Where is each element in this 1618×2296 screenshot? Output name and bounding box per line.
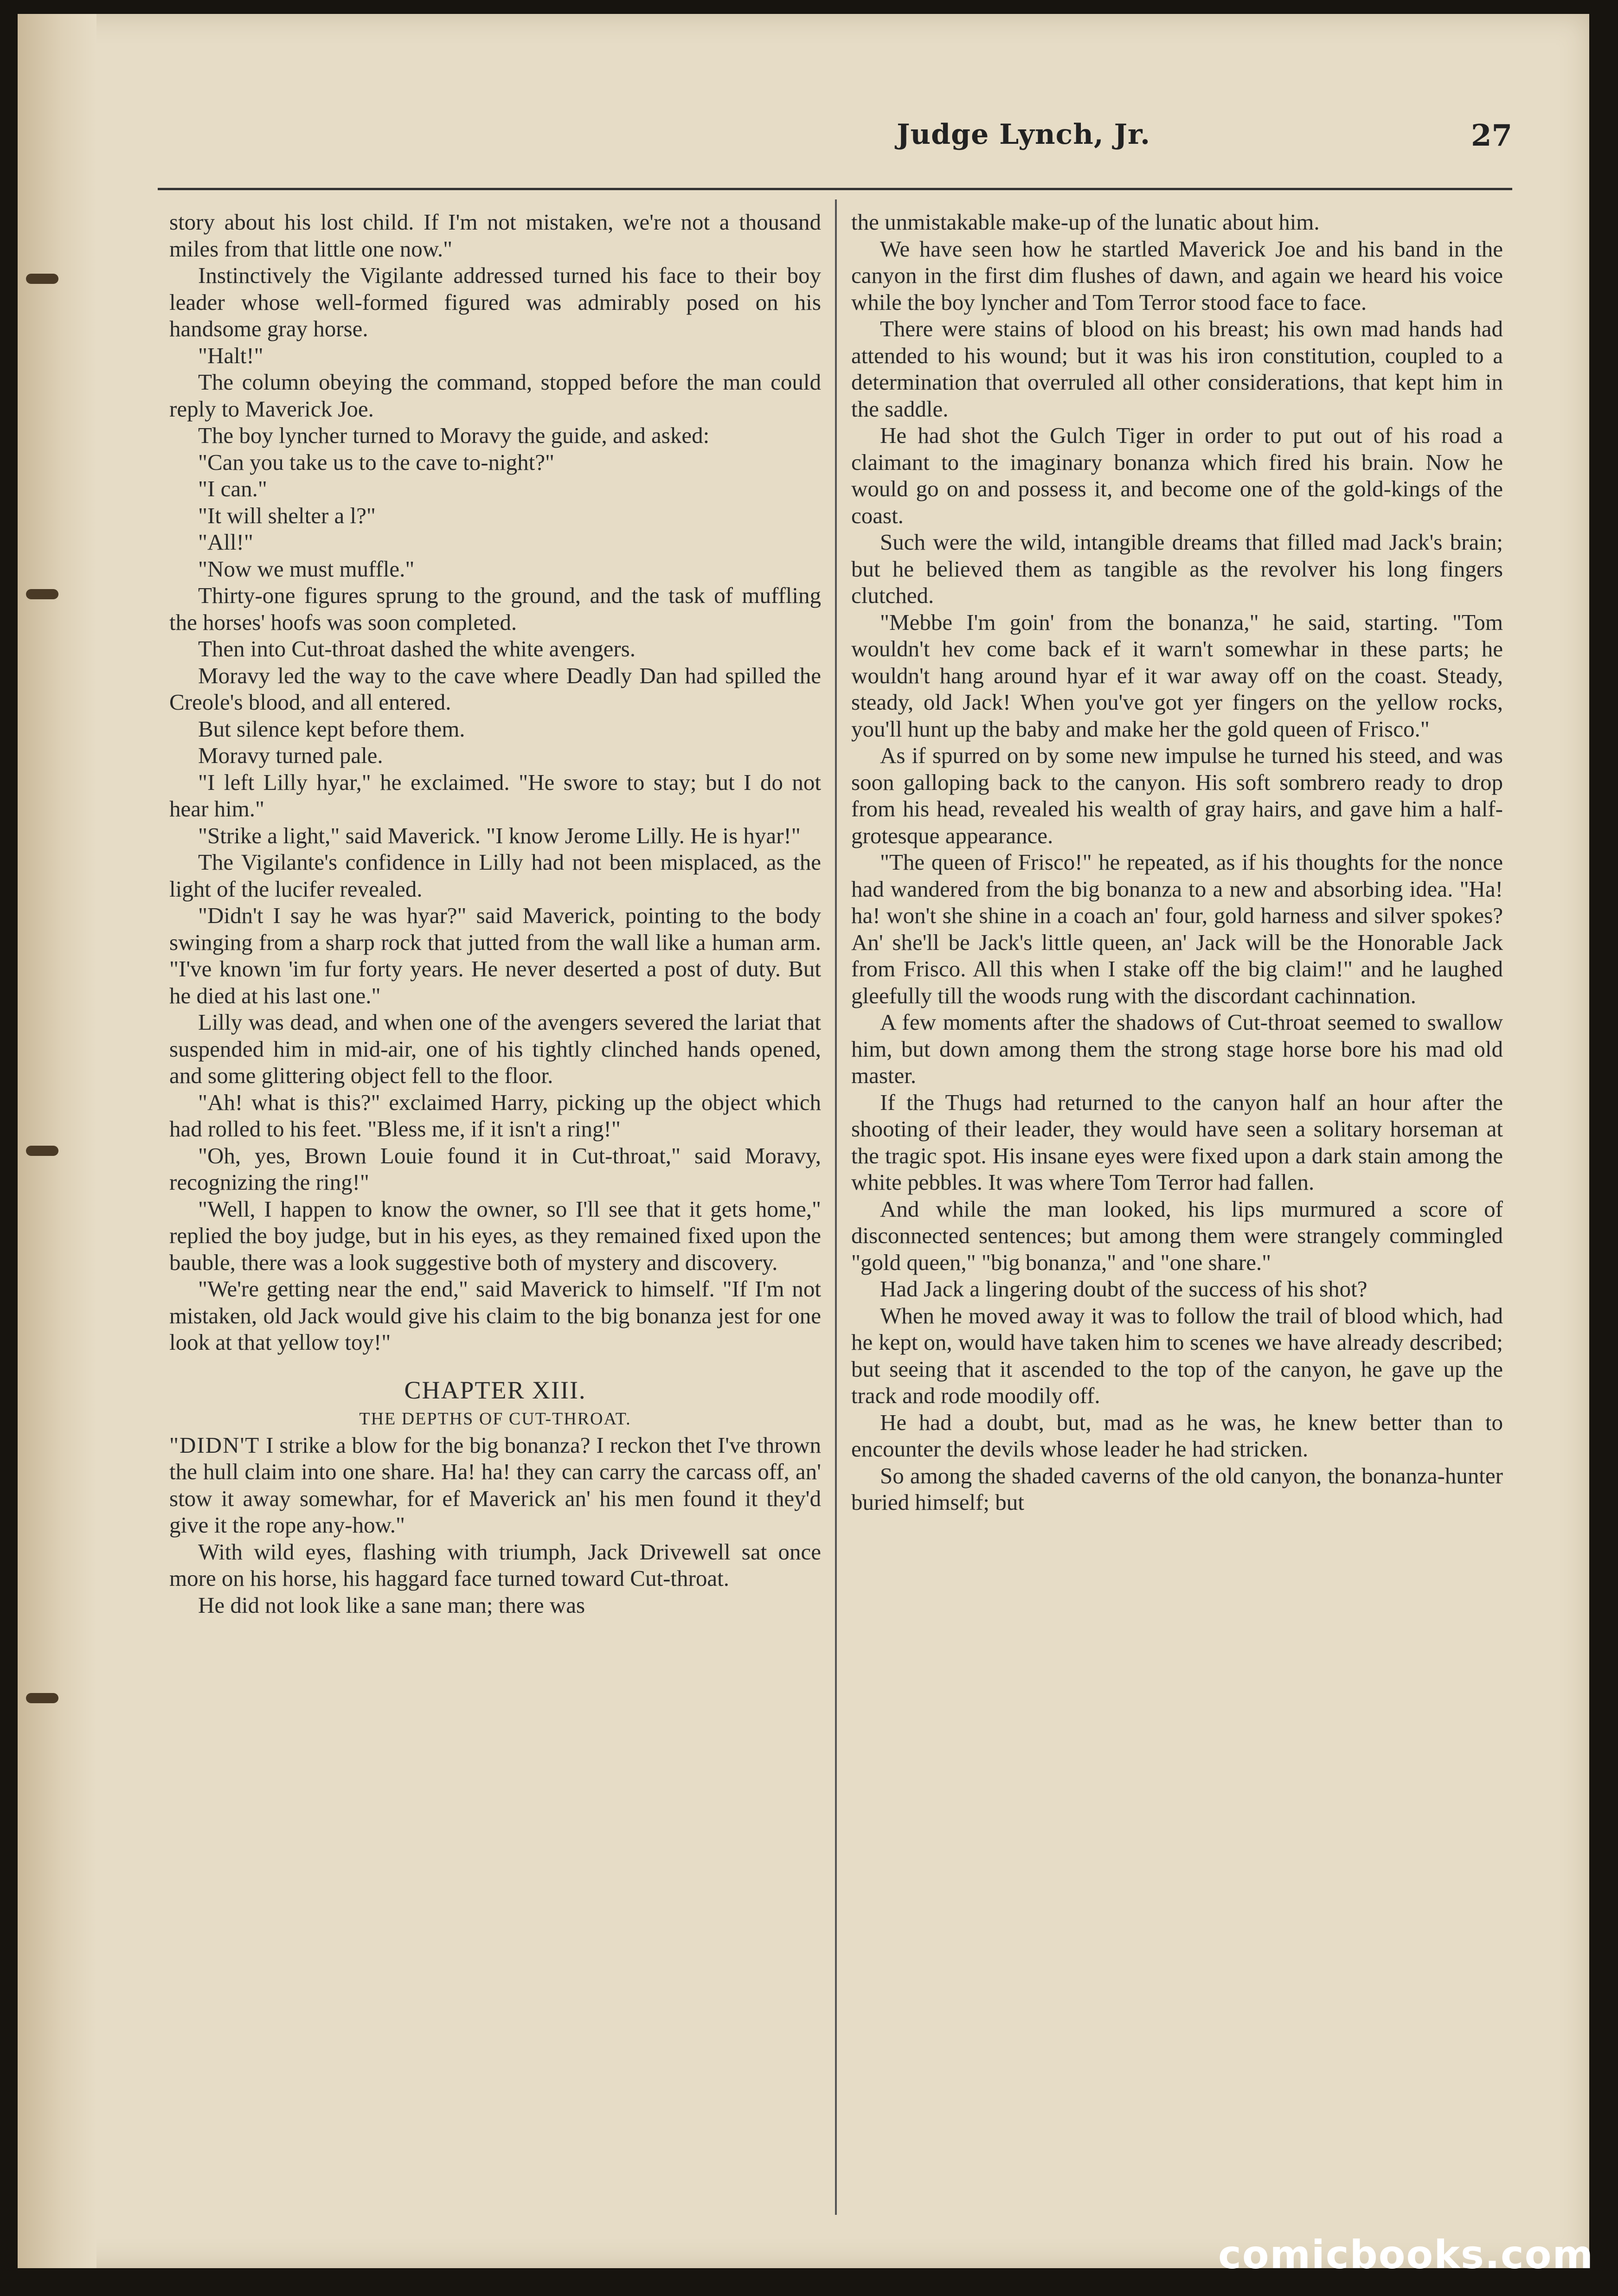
paragraph: "Didn't I say he was hyar?" said Maverick, pointing to the body swinging from a sharp rock that jutted from the wall like a human arm. "I've known 'im fur forty years. He never deserted a post of duty. But he died at his last one." — [169, 903, 821, 1008]
chapter-opening-paragraph — [169, 1432, 821, 1539]
paragraph: "It will shelter a l?" — [198, 502, 376, 528]
paragraph: The boy lyncher turned to Moravy the guide, and asked: — [198, 423, 710, 448]
paragraph: "All!" — [198, 529, 253, 555]
paragraph: He had shot the Gulch Tiger in order to put out of his road a claimant to the imaginary bonanza which fired his brain. Now he would go on and possess it, and become one of the gold-kings of the coast. — [851, 423, 1503, 528]
paragraph: He had a doubt, but, mad as he was, he knew better than to encounter the devils whose leader he had stricken. — [851, 1409, 1503, 1462]
paragraph: We have seen how he startled Maverick Joe and his band in the canyon in the first dim flushes of dawn, and again we heard his voice while the boy lyncher and Tom Terror stood face to face. — [851, 236, 1503, 315]
binding-stitch — [26, 589, 58, 599]
paragraph: The column obeying the command, stopped before the man could reply to Maverick Joe. — [169, 369, 821, 422]
paragraph: "Oh, yes, Brown Louie found it in Cut-throat," said Moravy, recognizing the ring!" — [169, 1142, 821, 1195]
paragraph: He did not look like a sane man; there was — [198, 1592, 585, 1618]
paragraph: "Now we must muffle." — [198, 556, 415, 582]
paragraph: Had Jack a lingering doubt of the success of his shot? — [880, 1276, 1368, 1302]
paragraph: There were stains of blood on his breast; his own mad hands had attended to his wound; but it was his iron constitution, coupled to a determination that overruled all other considerations, that kept him in the saddle. — [851, 316, 1503, 422]
binding-stitch — [26, 1693, 58, 1703]
paragraph: The Vigilante's confidence in Lilly had not been misplaced, as the light of the lucifer revealed. — [169, 849, 821, 902]
paragraph: "The queen of Frisco!" he repeated, as if his thoughts for the nonce had wandered from the big bonanza to a new and absorbing idea. "Ha! ha! won't she shine in a coach an' four, gold harness and silver spokes? An' she'll be Jack's little queen, an' Jack will be the Honorable Jack from Frisco. All this when I stake off the big claim!" and he laughed gleefully till the woods rung with the discordant cachinnation. — [851, 849, 1503, 1008]
chapter-subtitle: THE DEPTHS OF CUT-THROAT. — [359, 1409, 631, 1429]
binding-stitch — [26, 1146, 58, 1156]
paragraph: With wild eyes, flashing with triumph, Jack Drivewell sat once more on his horse, his haggard face turned toward Cut-throat. — [169, 1539, 821, 1591]
paragraph: the unmistakable make-up of the lunatic about him. — [851, 209, 1320, 235]
running-title: Judge Lynch, Jr. — [897, 118, 1150, 151]
paragraph: Lilly was dead, and when one of the avengers severed the lariat that suspended him in mid-air, one of his tightly clinched hands opened, and some glittering object fell to the floor. — [169, 1009, 821, 1088]
page-number: 27 — [1470, 118, 1512, 153]
paragraph: "I left Lilly hyar," he exclaimed. "He swore to stay; but I do not hear him." — [169, 769, 821, 821]
paragraph: "Well, I happen to know the owner, so I'll see that it gets home," replied the boy judge, but in his eyes, as they remained fixed upon the bauble, there was a look suggestive both of mystery and discovery. — [169, 1196, 821, 1275]
paragraph: Moravy turned pale. — [198, 743, 383, 768]
opening-text: I strike a blow for the big bonanza? I reckon thet I've thrown the hull claim into one share. Ha! ha! they can carry the carcass off, an' stow it away somewhar, for ef Maverick an' his men found it they'd give it the rope any-how." — [169, 1432, 821, 1538]
paragraph: "Can you take us to the cave to-night?" — [198, 449, 554, 475]
binding-stitch — [26, 274, 58, 284]
header-rule — [158, 188, 1512, 190]
paragraph: "Strike a light," said Maverick. "I know Jerome Lilly. He is hyar!" — [198, 822, 801, 848]
watermark: comicbooks.com — [1218, 2232, 1594, 2277]
column-divider — [835, 199, 837, 2215]
paragraph: "I can." — [198, 476, 267, 501]
paragraph: Thirty-one figures sprung to the ground, and the task of muffling the horses' hoofs was soon completed. — [169, 583, 821, 635]
small-caps-opening: "DIDN'T — [169, 1432, 260, 1458]
paragraph: Instinctively the Vigilante addressed turned his face to their boy leader whose well-formed figured was admirably posed on his handsome gray horse. — [169, 263, 821, 341]
chapter-heading: CHAPTER XIII. — [404, 1376, 586, 1404]
paragraph: story about his lost child. If I'm not mistaken, we're not a thousand miles from that little one now." — [169, 209, 821, 262]
paragraph: But silence kept before them. — [198, 716, 465, 742]
paragraph: "We're getting near the end," said Maverick to himself. "If I'm not mistaken, old Jack would give his claim to the big bonanza jest for one look at that yellow toy!" — [169, 1276, 821, 1355]
paragraph: A few moments after the shadows of Cut-throat seemed to swallow him, but down among them the strong stage horse bore his mad old master. — [851, 1009, 1503, 1088]
paragraph: And while the man looked, his lips murmured a score of disconnected sentences; but among them were strangely commingled "gold queen," "big bonanza," and "one share." — [851, 1196, 1503, 1275]
binding-gutter — [18, 14, 96, 2268]
paragraph: "Halt!" — [198, 342, 263, 368]
paragraph: Such were the wild, intangible dreams that filled mad Jack's brain; but he believed them as tangible as the revolver his long fingers clutched. — [851, 529, 1503, 608]
paragraph: Then into Cut-throat dashed the white avengers. — [198, 636, 636, 661]
paragraph: When he moved away it was to follow the trail of blood which, had he kept on, would have taken him to scenes we have already described; but seeing that it ascended to the top of the canyon, he gave up the track and rode moodily off. — [851, 1302, 1503, 1408]
paragraph: If the Thugs had returned to the canyon half an hour after the shooting of their leader, they would have seen a solitary horseman at the tragic spot. His insane eyes were fixed upon a dark stain among the white pebbles. It was where Tom Terror had fallen. — [851, 1089, 1503, 1195]
left-column — [169, 209, 821, 2213]
paragraph: So among the shaded caverns of the old canyon, the bonanza-hunter buried himself; but — [851, 1462, 1503, 1515]
paragraph: "Mebbe I'm goin' from the bonanza," he said, starting. "Tom wouldn't hev come back ef it warn't somewhar in these parts; he wouldn't hang around hyar ef it war away off on the coast. Steady, steady, old Jack! When you've got yer fingers on the yellow rocks, you'll hunt up the baby and make her the gold queen of Frisco." — [851, 609, 1503, 742]
paragraph: "Ah! what is this?" exclaimed Harry, picking up the object which had rolled to his feet. "Bless me, if it isn't a ring!" — [169, 1089, 821, 1142]
paragraph: Moravy led the way to the cave where Deadly Dan had spilled the Creole's blood, and all entered. — [169, 662, 821, 715]
right-column — [851, 209, 1503, 2213]
paragraph: As if spurred on by some new impulse he turned his steed, and was soon galloping back to the canyon. His soft sombrero ready to drop from his head, revealed his wealth of gray hairs, and gave him a half-grotesque appearance. — [851, 743, 1503, 848]
running-header — [158, 118, 1512, 169]
